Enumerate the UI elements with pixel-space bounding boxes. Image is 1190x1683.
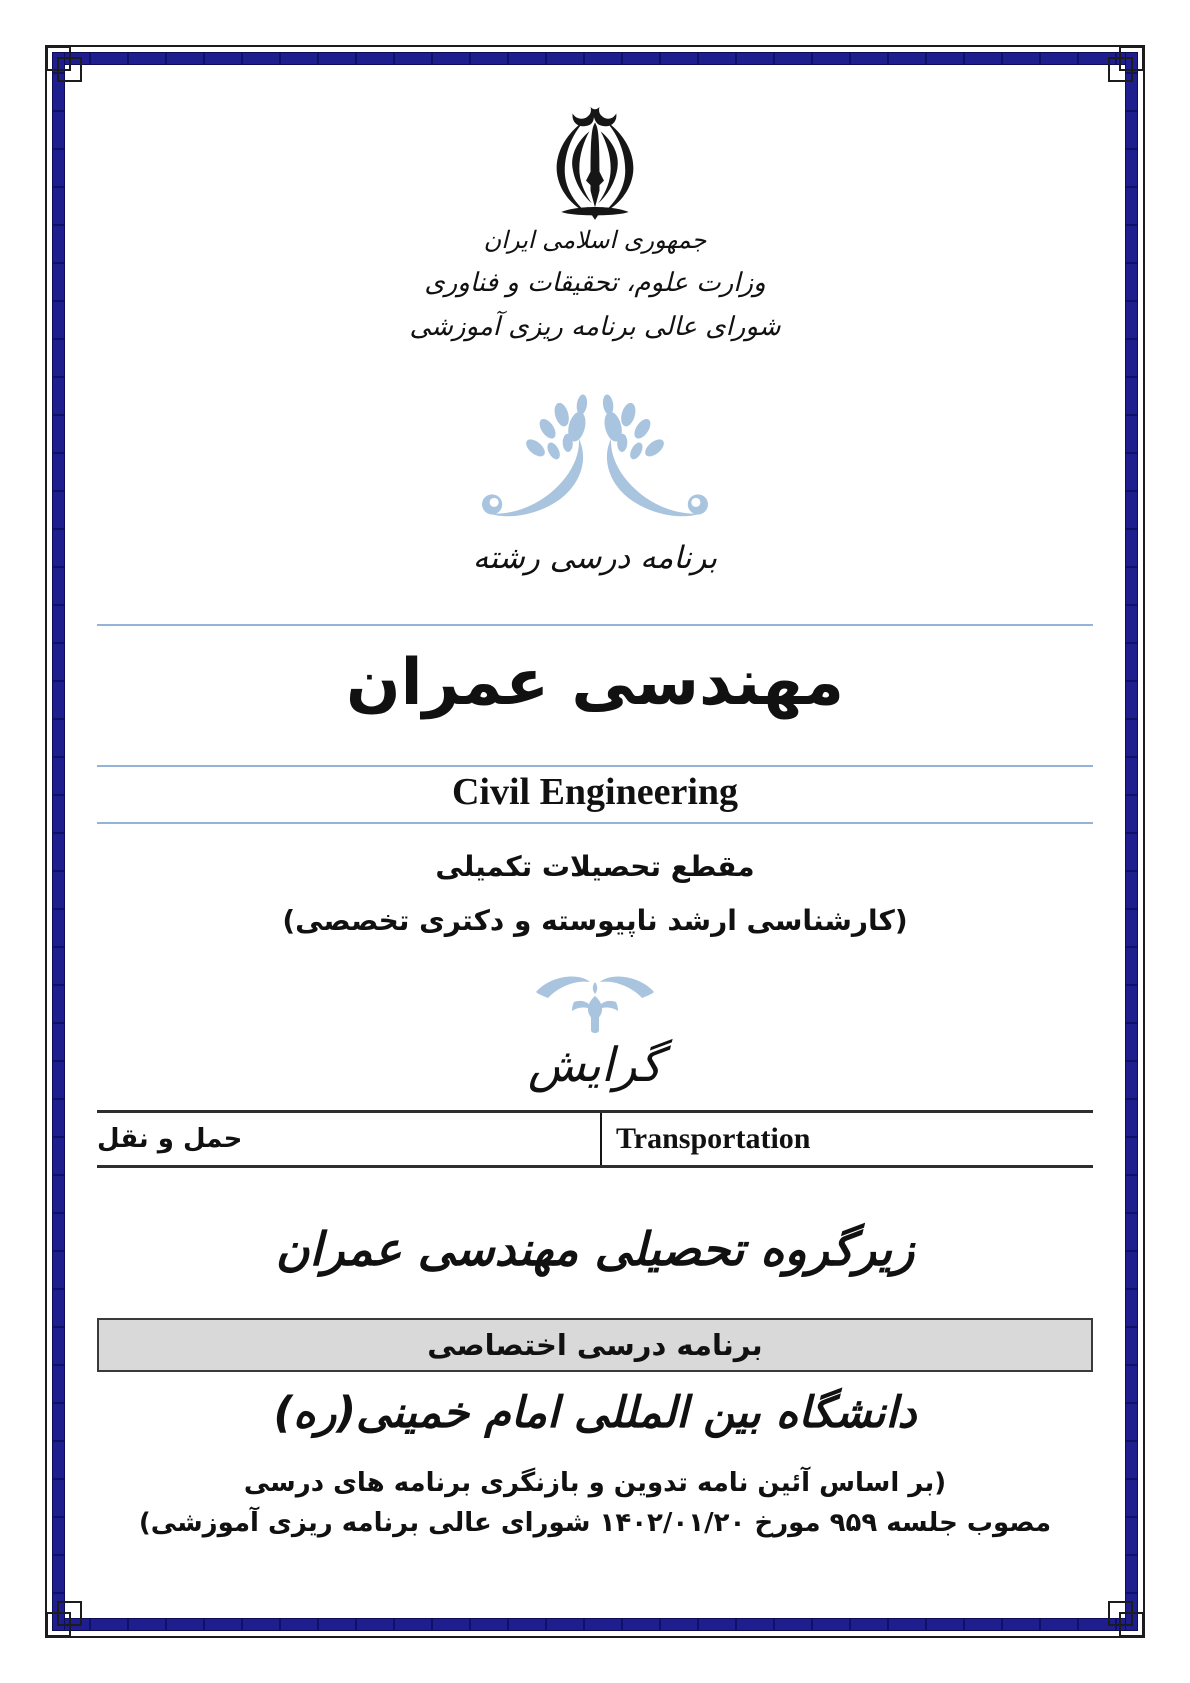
divider-rule-top (97, 624, 1093, 626)
university-title: دانشگاه بین المللی امام خمینی(ره) (273, 1388, 917, 1438)
program-title-en: Civil Engineering (451, 771, 739, 813)
header-line-council: شورای عالی برنامه ریزی آموزشی (409, 312, 781, 342)
header-line-ministry: وزارت علوم، تحقیقات و فناوری (424, 268, 766, 298)
corner-knot-tl-inner (57, 57, 82, 82)
frame-band-bottom (52, 1618, 1138, 1631)
specialization-table (97, 1110, 1093, 1168)
sprout-ornament-icon (529, 972, 661, 1036)
banner-title: برنامه درسی اختصاصی (427, 1328, 763, 1362)
corner-knot-tr-inner (1108, 57, 1133, 82)
level-line-degrees: (کارشناسی ارشد ناپیوسته و دکتری تخصصی) (282, 904, 908, 937)
specialization-cell-en: Transportation (616, 1122, 811, 1155)
header-line-republic: جمهوری اسلامی ایران (483, 226, 707, 254)
footnote-line-2: مصوب جلسه ۹۵۹ مورخ ۱۴۰۲/۰۱/۲۰ شورای عالی برنامه ریزی آموزشی) (138, 1508, 1052, 1538)
program-title-fa: مهندسی عمران (346, 646, 844, 720)
banner-bar (97, 1318, 1093, 1372)
iran-national-emblem-icon (539, 106, 651, 224)
corner-knot-bl-inner (57, 1601, 82, 1626)
footnote-line-1: (بر اساس آئین نامه تدوین و بازنگری برنامه های درسی (243, 1468, 947, 1498)
subgroup-title: زیرگروه تحصیلی مهندسی عمران (275, 1222, 915, 1276)
frame-band-top (52, 52, 1138, 65)
floral-flourish-icon (479, 392, 711, 524)
program-intro-label: برنامه درسی رشته (472, 540, 718, 576)
specialization-cell-fa: حمل و نقل (97, 1124, 243, 1154)
divider-rule-middle (97, 765, 1093, 767)
divider-rule-bottom (97, 822, 1093, 824)
specialization-label: گرایش (527, 1038, 663, 1093)
level-line-graduate: مقطع تحصیلات تکمیلی (435, 850, 755, 883)
corner-knot-br-inner (1108, 1601, 1133, 1626)
